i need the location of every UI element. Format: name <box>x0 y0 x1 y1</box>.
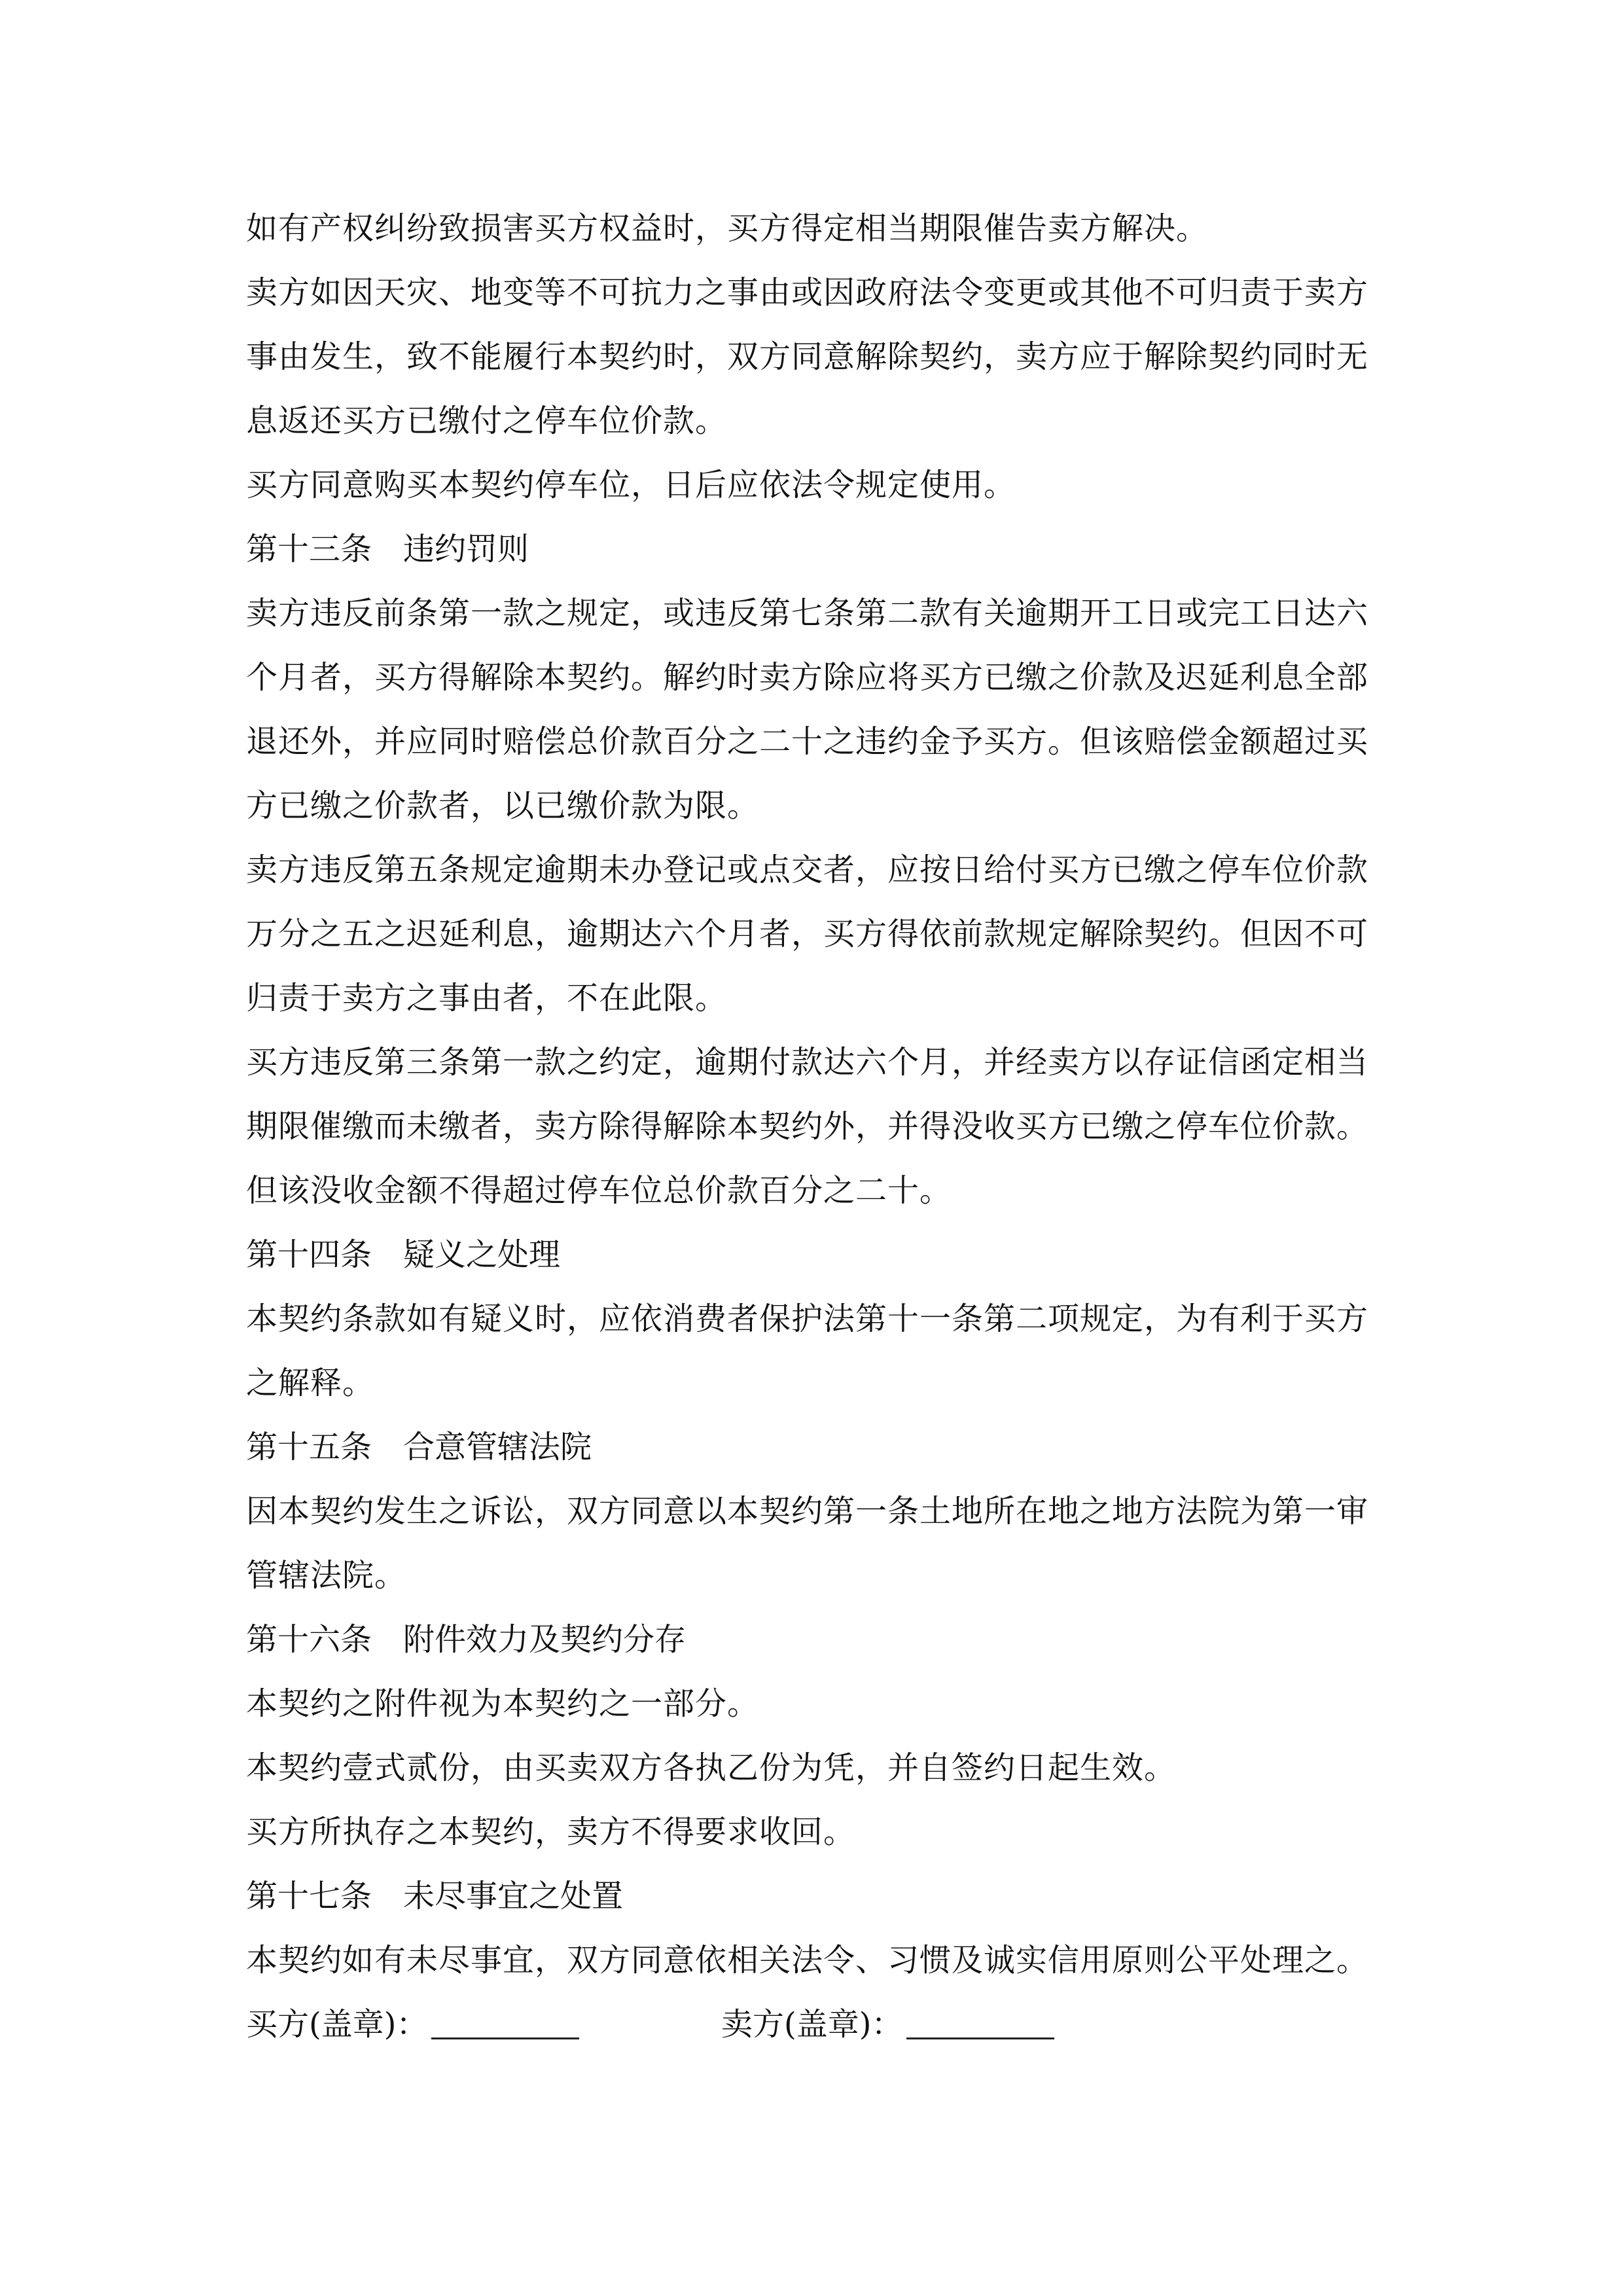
article-13-clause-1: 卖方违反前条第一款之规定，或违反第七条第二款有关逾期开工日或完工日达六个月者，买方得解除本契约。解约时卖方除应将买方已缴之价款及迟延利息全部退还外，并应同时赔偿总价款百分之二十之违约金予买方。但该赔偿金额超过买方已缴之价款者，以已缴价款为限。 <box>246 595 1369 824</box>
article-14-clause: 本契约条款如有疑义时，应依消费者保护法第十一条第二项规定，为有利于买方之解释。 <box>246 1300 1369 1401</box>
paragraph-force-majeure: 卖方如因天灾、地变等不可抗力之事由或因政府法令变更或其他不可归责于卖方事由发生，致不能履行本契约时，双方同意解除契约，卖方应于解除契约同时无息返还买方已缴付之停车位价款。 <box>246 274 1369 439</box>
seller-signature-label: 卖方(盖章)： <box>721 2006 903 2043</box>
article-16-clause-1: 本契约之附件视为本契约之一部分。 <box>246 1685 760 1722</box>
article-17-clause: 本契约如有未尽事宜，双方同意依相关法令、习惯及诚实信用原则公平处理之。 <box>246 1942 1369 1979</box>
article-13-clause-2: 卖方违反第五条规定逾期未办登记或点交者，应按日给付买方已缴之停车位价款万分之五之迟延利息，逾期达六个月者，买方得依前款规定解除契约。但因不可归责于卖方之事由者，不在此限。 <box>246 852 1369 1016</box>
article-15-clause: 因本契约发生之诉讼，双方同意以本契约第一条土地所在地之地方法院为第一审管辖法院。 <box>246 1493 1369 1594</box>
article-13-clause-3: 买方违反第三条第一款之约定，逾期付款达六个月，并经卖方以存证信函定相当期限催缴而未缴者，卖方除得解除本契约外，并得没收买方已缴之停车位价款。但该没收金额不得超过停车位总价款百分之二十。 <box>246 1044 1369 1209</box>
document-body <box>246 196 1391 2056</box>
seller-signature <box>721 1992 1054 2056</box>
paragraph-property-dispute: 如有产权纠纷致损害买方权益时，买方得定相当期限催告卖方解决。 <box>246 210 1209 247</box>
article-13-heading: 第十三条 违约罚则 <box>246 531 529 567</box>
article-16-clause-2: 本契约壹式贰份，由买卖双方各执乙份为凭，并自签约日起生效。 <box>246 1749 1177 1786</box>
seller-signature-line <box>906 2037 1054 2039</box>
signature-row <box>246 1992 1391 2056</box>
buyer-signature-line <box>431 2037 579 2039</box>
buyer-signature <box>246 1992 721 2056</box>
article-16-heading: 第十六条 附件效力及契约分存 <box>246 1621 687 1658</box>
article-15-heading: 第十五条 合意管辖法院 <box>246 1429 592 1465</box>
article-17-heading: 第十七条 未尽事宜之处置 <box>246 1878 624 1914</box>
paragraph-buyer-usage: 买方同意购买本契约停车位，日后应依法令规定使用。 <box>246 467 1016 503</box>
article-16-clause-3: 买方所执存之本契约，卖方不得要求收回。 <box>246 1814 856 1850</box>
article-14-heading: 第十四条 疑义之处理 <box>246 1236 561 1273</box>
buyer-signature-label: 买方(盖章)： <box>246 2006 428 2043</box>
